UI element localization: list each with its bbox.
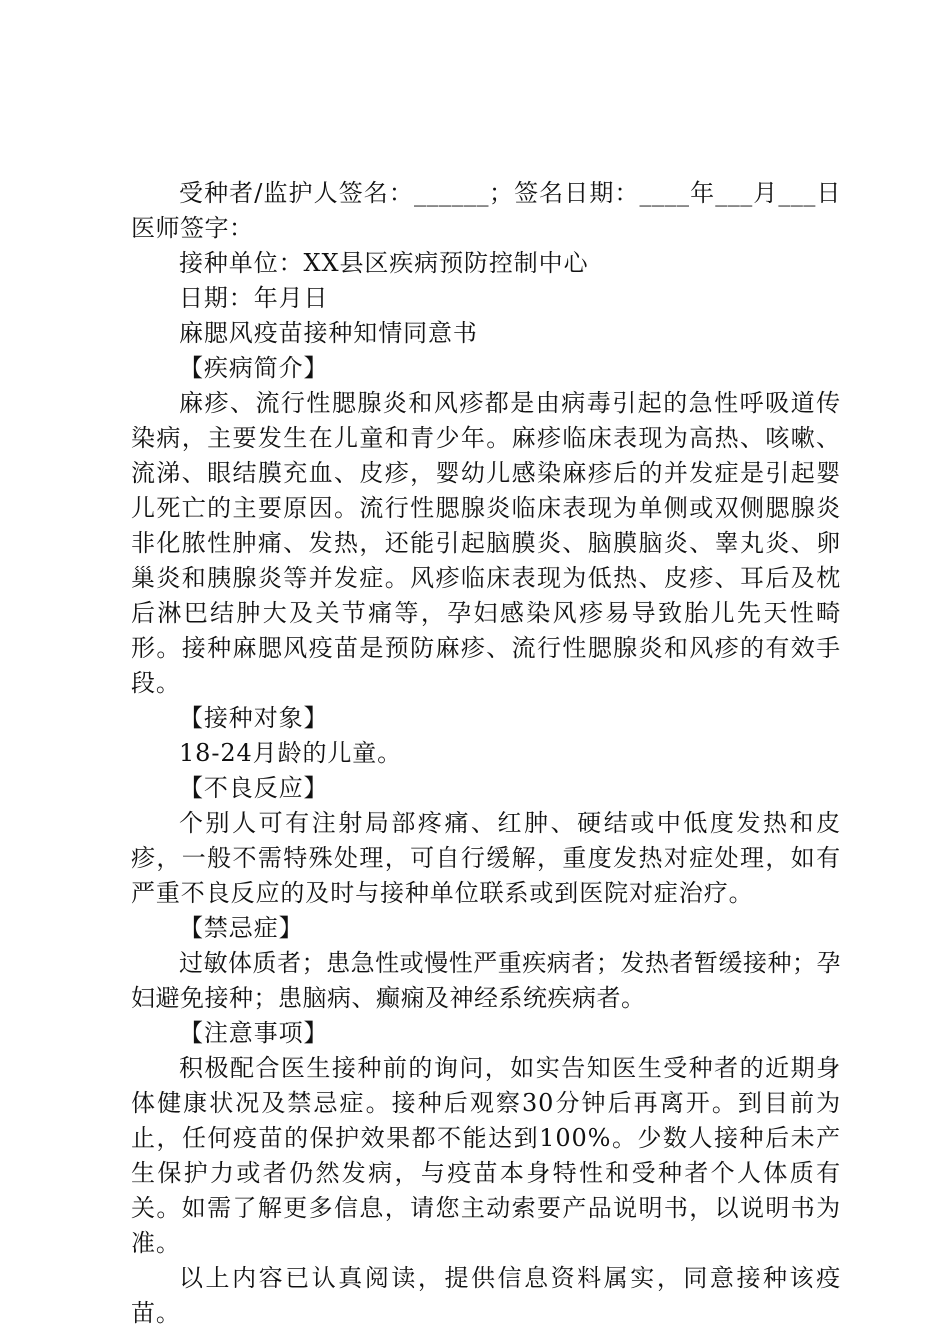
date-line: 日期：年月日 — [179, 284, 329, 312]
section-heading-target-group: 【接种对象】 — [179, 704, 329, 732]
section-body-target-group: 18-24月龄的儿童。 — [179, 739, 403, 767]
section-heading-precautions: 【注意事项】 — [179, 1019, 329, 1047]
vaccination-unit: 接种单位：XX县区疾病预防控制中心 — [179, 249, 589, 277]
document-body — [131, 176, 841, 1331]
section-body-contraindications: 过敏体质者；患急性或慢性严重疾病者；发热者暂缓接种；孕妇避免接种；患脑病、癫痫及神经系统疾病者。 — [131, 949, 841, 1012]
section-body-precautions: 积极配合医生接种前的询问，如实告知医生受种者的近期身体健康状况及禁忌症。接种后观察30分钟后再离开。到目前为止，任何疫苗的保护效果都不能达到100%。少数人接种后未产生保护力或者仍然发病，与疫苗本身特性和受种者个人体质有关。如需了解更多信息，请您主动索要产品说明书，以说明书为准。 — [131, 1054, 841, 1257]
section-body-disease-intro: 麻疹、流行性腮腺炎和风疹都是由病毒引起的急性呼吸道传染病，主要发生在儿童和青少年。麻疹临床表现为高热、咳嗽、流涕、眼结膜充血、皮疹，婴幼儿感染麻疹后的并发症是引起婴儿死亡的主要原因。流行性腮腺炎临床表现为单侧或双侧腮腺炎非化脓性肿痛、发热，还能引起脑膜炎、脑膜脑炎、睾丸炎、卵巢炎和胰腺炎等并发症。风疹临床表现为低热、皮疹、耳后及枕后淋巴结肿大及关节痛等，孕妇感染风疹易导致胎儿先天性畸形。接种麻腮风疫苗是预防麻疹、流行性腮腺炎和风疹的有效手段。 — [131, 389, 841, 697]
document-title: 麻腮风疫苗接种知情同意书 — [179, 319, 478, 347]
section-body-adverse-reactions: 个别人可有注射局部疼痛、红肿、硬结或中低度发热和皮疹，一般不需特殊处理，可自行缓解，重度发热对症处理，如有严重不良反应的及时与接种单位联系或到医院对症治疗。 — [131, 809, 841, 907]
consent-statement: 以上内容已认真阅读，提供信息资料属实，同意接种该疫苗。 — [131, 1264, 841, 1327]
signature-line: 受种者/监护人签名：______；签名日期：____年___月___日医师签字： — [131, 179, 841, 242]
section-heading-adverse-reactions: 【不良反应】 — [179, 774, 329, 802]
section-heading-disease-intro: 【疾病简介】 — [179, 354, 329, 382]
section-heading-contraindications: 【禁忌症】 — [179, 914, 304, 942]
